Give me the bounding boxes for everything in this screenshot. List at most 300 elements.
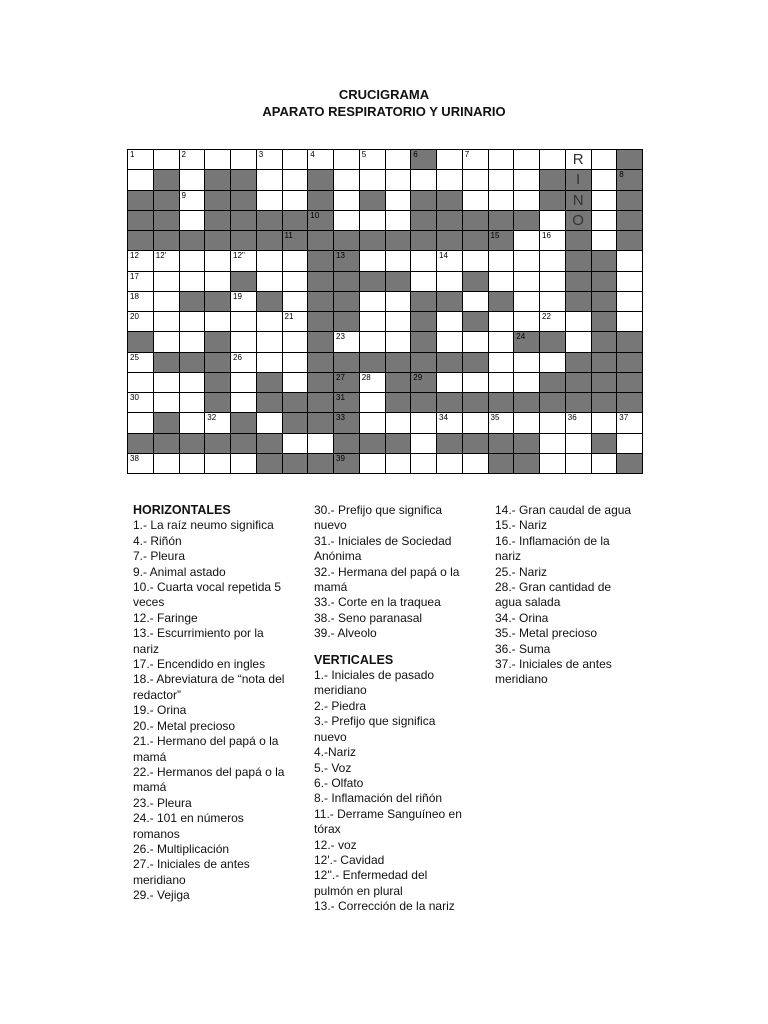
grid-cell[interactable] [282, 149, 309, 170]
grid-block [539, 392, 566, 413]
grid-cell[interactable] [565, 433, 592, 454]
grid-cell[interactable] [256, 311, 283, 332]
grid-cell[interactable] [153, 149, 180, 170]
grid-cell[interactable] [282, 190, 309, 211]
clue-number: 22 [542, 312, 551, 321]
grid-cell[interactable] [179, 271, 206, 292]
grid-cell[interactable] [385, 190, 412, 211]
grid-cell[interactable] [179, 149, 206, 170]
grid-block [282, 210, 309, 231]
grid-block [565, 210, 592, 231]
grid-block [127, 230, 154, 251]
grid-block [307, 169, 334, 190]
grid-cell[interactable] [153, 372, 180, 393]
grid-cell[interactable] [616, 433, 643, 454]
grid-cell[interactable] [513, 169, 540, 190]
grid-block [179, 291, 206, 312]
grid-cell[interactable] [127, 352, 154, 373]
grid-cell[interactable] [179, 453, 206, 474]
grid-cell[interactable] [616, 291, 643, 312]
grid-block [565, 392, 592, 413]
crossword-grid [127, 149, 642, 473]
grid-cell[interactable] [410, 433, 437, 454]
clue-h-39: 39.- Alveolo [314, 626, 377, 641]
grid-cell[interactable] [256, 352, 283, 373]
grid-cell[interactable] [616, 412, 643, 433]
grid-block [462, 271, 489, 292]
grid-block [616, 372, 643, 393]
grid-cell[interactable] [359, 149, 386, 170]
grid-cell[interactable] [153, 271, 180, 292]
grid-block [307, 210, 334, 231]
grid-cell[interactable] [359, 412, 386, 433]
clue-number: 33 [336, 413, 345, 423]
grid-cell[interactable] [359, 210, 386, 231]
grid-cell[interactable] [282, 250, 309, 271]
clue-number: 35 [490, 413, 500, 423]
grid-cell[interactable] [282, 169, 309, 190]
grid-cell[interactable] [359, 291, 386, 312]
clue-v-35: 35.- Metal precioso [495, 626, 598, 641]
grid-block [565, 291, 592, 312]
clue-number: 32 [207, 413, 217, 423]
grid-cell[interactable] [385, 250, 412, 271]
clue-number: 26 [233, 352, 242, 362]
clue-v-1: 1.- Iniciales de pasado meridiano [314, 668, 435, 698]
grid-cell[interactable] [204, 453, 231, 474]
grid-block [513, 392, 540, 413]
grid-cell[interactable] [591, 230, 618, 251]
grid-block [462, 433, 489, 454]
grid-cell[interactable] [410, 271, 437, 292]
clue-h-27: 27.- Iniciales de antes meridiano [133, 857, 250, 887]
grid-cell[interactable] [591, 453, 618, 474]
clue-number: 12'' [233, 251, 245, 261]
grid-cell[interactable] [539, 453, 566, 474]
clue-number: 2 [181, 150, 186, 159]
grid-cell[interactable] [127, 271, 154, 292]
grid-cell[interactable] [230, 250, 257, 271]
grid-cell[interactable] [462, 190, 489, 211]
grid-block [410, 149, 437, 170]
clue-v-2: 2.- Piedra [314, 698, 367, 713]
grid-block [488, 392, 515, 413]
grid-cell[interactable] [179, 250, 206, 271]
grid-cell[interactable] [179, 210, 206, 231]
clue-number: 7 [464, 150, 470, 159]
grid-cell[interactable] [513, 250, 540, 271]
grid-cell[interactable] [513, 372, 540, 393]
grid-cell[interactable] [230, 311, 257, 332]
grid-cell[interactable] [333, 149, 360, 170]
grid-block [565, 230, 592, 251]
grid-cell[interactable] [256, 250, 283, 271]
grid-cell[interactable] [565, 331, 592, 352]
grid-cell[interactable] [153, 291, 180, 312]
grid-cell[interactable] [153, 250, 180, 271]
grid-block [565, 352, 592, 373]
grid-cell[interactable] [256, 190, 283, 211]
grid-cell[interactable] [539, 230, 566, 251]
grid-cell[interactable] [385, 169, 412, 190]
grid-cell[interactable] [565, 311, 592, 332]
grid-cell[interactable] [230, 453, 257, 474]
grid-block [307, 311, 334, 332]
clue-number: 34 [439, 413, 448, 423]
clue-v-37: 37.- Iniciales de antes meridiano [495, 657, 612, 687]
grid-cell[interactable] [436, 169, 463, 190]
grid-cell[interactable] [565, 453, 592, 474]
grid-block [204, 352, 231, 373]
grid-cell[interactable] [410, 412, 437, 433]
grid-block [462, 230, 489, 251]
grid-cell[interactable] [488, 250, 515, 271]
grid-cell[interactable] [539, 149, 566, 170]
grid-cell[interactable] [385, 311, 412, 332]
grid-cell[interactable] [488, 169, 515, 190]
grid-cell[interactable] [462, 169, 489, 190]
grid-cell[interactable] [436, 412, 463, 433]
grid-cell[interactable] [256, 412, 283, 433]
grid-cell[interactable] [127, 392, 154, 413]
clue-h-20: 20.- Metal precioso [133, 718, 236, 733]
grid-cell[interactable] [359, 169, 386, 190]
grid-block [153, 352, 180, 373]
grid-cell[interactable] [359, 392, 386, 413]
grid-block [230, 169, 257, 190]
page-subtitle: APARATO RESPIRATORIO Y URINARIO [262, 104, 506, 119]
horizontales-heading: HORIZONTALES [133, 503, 231, 517]
grid-cell[interactable] [410, 169, 437, 190]
clue-v-11: 11.- Derrame Sanguíneo en tórax [314, 806, 462, 837]
grid-block [616, 331, 643, 352]
grid-block [565, 190, 592, 211]
grid-block [591, 331, 618, 352]
grid-cell[interactable] [179, 331, 206, 352]
grid-cell[interactable] [410, 453, 437, 474]
grid-block [204, 392, 231, 413]
grid-block [462, 392, 489, 413]
clue-v-13: 13.- Corrección de la nariz [314, 899, 455, 914]
grid-cell[interactable] [179, 190, 206, 211]
clue-number: 9 [181, 190, 186, 200]
grid-cell[interactable] [488, 412, 515, 433]
grid-block [385, 392, 412, 413]
clue-number: 1 [130, 150, 135, 159]
grid-cell[interactable] [616, 311, 643, 332]
grid-cell[interactable] [359, 372, 386, 393]
grid-cell[interactable] [488, 149, 515, 170]
grid-block [153, 230, 180, 251]
grid-cell[interactable] [230, 352, 257, 373]
grid-cell[interactable] [230, 331, 257, 352]
grid-cell[interactable] [616, 271, 643, 292]
clue-h-12: 12.- Faringe [133, 610, 198, 625]
grid-cell[interactable] [591, 210, 618, 231]
grid-cell[interactable] [256, 149, 283, 170]
grid-block [359, 271, 386, 292]
clue-h-31: 31.- Iniciales de Sociedad Anónima [314, 533, 452, 564]
grid-cell[interactable] [204, 412, 231, 433]
grid-block [591, 433, 618, 454]
grid-block [616, 190, 643, 211]
grid-cell[interactable] [385, 412, 412, 433]
grid-cell[interactable] [256, 271, 283, 292]
grid-cell[interactable] [591, 149, 618, 170]
grid-cell[interactable] [385, 331, 412, 352]
grid-block [127, 433, 154, 454]
grid-block [385, 352, 412, 373]
grid-cell[interactable] [127, 453, 154, 474]
grid-cell[interactable] [282, 433, 309, 454]
grid-block [230, 271, 257, 292]
grid-cell[interactable] [282, 311, 309, 332]
clue-number: 38 [130, 453, 139, 463]
grid-cell[interactable] [488, 311, 515, 332]
grid-block [488, 230, 515, 251]
grid-cell[interactable] [462, 453, 489, 474]
grid-cell[interactable] [153, 453, 180, 474]
grid-block [333, 271, 360, 292]
filled-letter: I [576, 171, 581, 189]
clue-number: 12' [155, 251, 167, 261]
grid-cell[interactable] [127, 372, 154, 393]
grid-block [256, 230, 283, 251]
grid-cell[interactable] [307, 149, 334, 170]
grid-cell[interactable] [256, 169, 283, 190]
grid-cell[interactable] [256, 331, 283, 352]
grid-block [410, 291, 437, 312]
clue-number: 31 [336, 393, 345, 402]
grid-cell[interactable] [616, 250, 643, 271]
grid-block [230, 412, 257, 433]
grid-cell[interactable] [127, 149, 154, 170]
grid-cell[interactable] [282, 271, 309, 292]
grid-cell[interactable] [410, 250, 437, 271]
grid-cell[interactable] [179, 372, 206, 393]
grid-cell[interactable] [282, 291, 309, 312]
grid-cell[interactable] [488, 372, 515, 393]
grid-cell[interactable] [539, 210, 566, 231]
grid-cell[interactable] [333, 169, 360, 190]
grid-block [153, 412, 180, 433]
grid-cell[interactable] [513, 291, 540, 312]
grid-cell[interactable] [488, 190, 515, 211]
grid-cell[interactable] [488, 352, 515, 373]
grid-cell[interactable] [539, 433, 566, 454]
grid-cell[interactable] [127, 250, 154, 271]
grid-block [307, 412, 334, 433]
grid-block [204, 433, 231, 454]
grid-cell[interactable] [127, 412, 154, 433]
grid-block [513, 331, 540, 352]
grid-block [359, 230, 386, 251]
grid-cell[interactable] [230, 149, 257, 170]
grid-cell[interactable] [179, 392, 206, 413]
grid-block [591, 352, 618, 373]
grid-cell[interactable] [333, 331, 360, 352]
grid-block [333, 433, 360, 454]
grid-block [230, 210, 257, 231]
grid-cell[interactable] [153, 392, 180, 413]
grid-cell[interactable] [513, 311, 540, 332]
grid-cell[interactable] [307, 433, 334, 454]
clue-v-36: 36.- Suma [495, 641, 551, 656]
grid-block [436, 230, 463, 251]
grid-block [591, 311, 618, 332]
grid-cell[interactable] [436, 372, 463, 393]
clue-number: 20 [130, 312, 139, 321]
grid-cell[interactable] [436, 271, 463, 292]
grid-cell[interactable] [539, 291, 566, 312]
grid-block [488, 291, 515, 312]
grid-block [153, 210, 180, 231]
grid-cell[interactable] [462, 372, 489, 393]
grid-cell[interactable] [591, 412, 618, 433]
grid-cell[interactable] [488, 331, 515, 352]
grid-cell[interactable] [127, 169, 154, 190]
grid-block [153, 190, 180, 211]
grid-block [616, 210, 643, 231]
grid-block [488, 453, 515, 474]
grid-block [616, 230, 643, 251]
grid-cell[interactable] [539, 311, 566, 332]
grid-cell[interactable] [230, 392, 257, 413]
grid-block [513, 453, 540, 474]
grid-cell[interactable] [591, 190, 618, 211]
grid-cell[interactable] [333, 190, 360, 211]
clue-h-33: 33.- Corte en la traquea [314, 595, 441, 610]
grid-cell[interactable] [204, 311, 231, 332]
grid-block [256, 291, 283, 312]
grid-block [333, 412, 360, 433]
grid-cell[interactable] [282, 352, 309, 373]
clue-h-9: 9.- Animal astado [133, 564, 226, 579]
grid-block [385, 372, 412, 393]
grid-cell[interactable] [127, 311, 154, 332]
grid-block [359, 190, 386, 211]
grid-block [488, 210, 515, 231]
grid-cell[interactable] [282, 372, 309, 393]
clue-number: 14 [439, 251, 448, 261]
clue-h-26: 26.- Multiplicación [133, 841, 230, 856]
grid-cell[interactable] [385, 453, 412, 474]
grid-block [616, 352, 643, 373]
clue-h-4: 4.- Riñón [133, 533, 182, 548]
clue-number: 39 [336, 453, 345, 463]
clue-v-12: 12.- voz [314, 837, 357, 852]
grid-block [307, 190, 334, 211]
clue-v-34: 34.- Orina [495, 610, 549, 625]
grid-cell[interactable] [179, 412, 206, 433]
grid-cell[interactable] [462, 412, 489, 433]
clue-number: 3 [258, 150, 264, 159]
grid-cell[interactable] [513, 190, 540, 211]
grid-cell[interactable] [436, 149, 463, 170]
grid-cell[interactable] [230, 291, 257, 312]
grid-cell[interactable] [513, 412, 540, 433]
grid-cell[interactable] [565, 149, 592, 170]
grid-cell[interactable] [436, 311, 463, 332]
grid-block [333, 392, 360, 413]
grid-block [616, 169, 643, 190]
grid-cell[interactable] [385, 210, 412, 231]
clue-h-7: 7.- Pleura [133, 549, 186, 564]
filled-letter: N [572, 191, 584, 209]
grid-cell[interactable] [513, 352, 540, 373]
grid-cell[interactable] [436, 250, 463, 271]
grid-block [282, 453, 309, 474]
grid-cell[interactable] [539, 271, 566, 292]
grid-cell[interactable] [153, 331, 180, 352]
grid-block [307, 372, 334, 393]
grid-block [307, 392, 334, 413]
grid-cell[interactable] [359, 250, 386, 271]
grid-block [410, 372, 437, 393]
grid-cell[interactable] [179, 311, 206, 332]
grid-block [179, 352, 206, 373]
grid-block [513, 210, 540, 231]
grid-block [462, 352, 489, 373]
grid-cell[interactable] [462, 331, 489, 352]
grid-cell[interactable] [204, 149, 231, 170]
grid-cell[interactable] [513, 149, 540, 170]
grid-cell[interactable] [513, 271, 540, 292]
grid-block [307, 271, 334, 292]
grid-cell[interactable] [385, 291, 412, 312]
clue-h-21: 21.- Hermano del papá o la mamá [133, 734, 279, 764]
grid-cell[interactable] [488, 271, 515, 292]
grid-block [436, 210, 463, 231]
clue-number: 23 [336, 332, 345, 342]
grid-cell[interactable] [462, 250, 489, 271]
grid-cell[interactable] [359, 331, 386, 352]
grid-cell[interactable] [462, 149, 489, 170]
clue-number: 13 [336, 251, 345, 261]
grid-cell[interactable] [204, 250, 231, 271]
grid-block [410, 352, 437, 373]
grid-cell[interactable] [565, 412, 592, 433]
grid-cell[interactable] [333, 210, 360, 231]
grid-cell[interactable] [539, 412, 566, 433]
clue-v-12p: 12'.- Cavidad [314, 852, 385, 867]
grid-cell[interactable] [436, 453, 463, 474]
grid-cell[interactable] [436, 331, 463, 352]
grid-cell[interactable] [359, 311, 386, 332]
grid-cell[interactable] [513, 230, 540, 251]
grid-block [436, 392, 463, 413]
grid-cell[interactable] [204, 271, 231, 292]
grid-cell[interactable] [591, 169, 618, 190]
grid-cell[interactable] [282, 331, 309, 352]
grid-cell[interactable] [462, 291, 489, 312]
grid-cell[interactable] [359, 453, 386, 474]
grid-cell[interactable] [179, 169, 206, 190]
grid-block [385, 230, 412, 251]
grid-cell[interactable] [153, 311, 180, 332]
grid-cell[interactable] [539, 352, 566, 373]
grid-block [282, 412, 309, 433]
grid-block [256, 392, 283, 413]
clue-number: 25 [130, 352, 139, 362]
clue-number: 16 [542, 231, 551, 240]
grid-block [127, 210, 154, 231]
grid-block [333, 352, 360, 373]
grid-cell[interactable] [385, 149, 412, 170]
grid-cell[interactable] [230, 372, 257, 393]
grid-cell[interactable] [539, 250, 566, 271]
grid-cell[interactable] [127, 291, 154, 312]
